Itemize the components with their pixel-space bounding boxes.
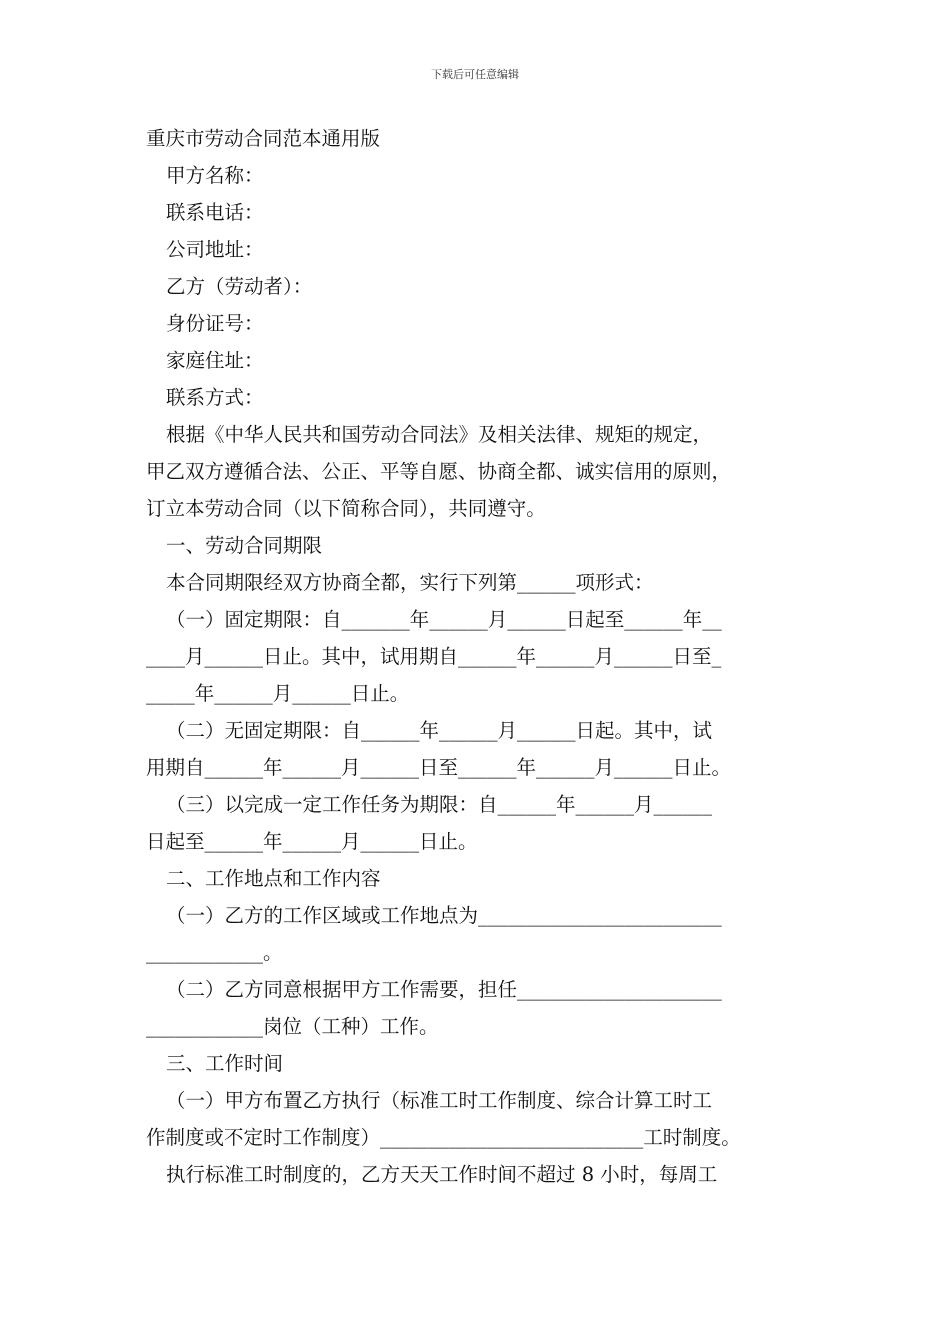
document-line: （二）乙方同意根据甲方工作需要，担任_____________________ <box>166 978 722 1001</box>
document-title: 重庆市劳动合同范本通用版 <box>146 127 381 150</box>
document-body <box>146 120 814 1193</box>
document-line: （三）以完成一定工作任务为期限：自______年______月______ <box>166 793 713 816</box>
document-line: ____________岗位（工种）工作。 <box>146 1015 439 1038</box>
document-line: ____月______日止。其中，试用期自______年______月______日至_ <box>146 645 722 668</box>
document-line: 日起至______年______月______日止。 <box>146 830 478 853</box>
document-line: （一）甲方布置乙方执行（标准工时工作制度、综合计算工时工 <box>166 1089 713 1112</box>
document-line: ____________。 <box>146 941 283 964</box>
document-line: 乙方（劳动者）： <box>166 275 313 298</box>
document-line: 身份证号： <box>166 312 264 335</box>
document-line: 根据《中华人民共和国劳动合同法》及相关法律、规矩的规定， <box>166 423 713 446</box>
document-line: _____年______月______日止。 <box>146 682 410 705</box>
document-line: 甲乙双方遵循合法、公正、平等自愿、协商全都、诚实信用的原则， <box>146 460 732 483</box>
document-line: 家庭住址： <box>166 349 264 372</box>
document-line: 一、劳动合同期限 <box>166 534 323 557</box>
document-line: 用期自______年______月______日至______年______月______日止。 <box>146 756 732 779</box>
document-line: 三、工作时间 <box>166 1052 284 1075</box>
document-line: （一）固定期限：自_______年______月______日起至______年__ <box>166 608 722 631</box>
page-header-note: 下载后可任意编辑 <box>431 68 519 81</box>
document-line: 联系方式： <box>166 386 264 409</box>
document-line: 联系电话： <box>166 201 264 224</box>
document-line: 本合同期限经双方协商全都，实行下列第______项形式： <box>166 571 654 594</box>
document-line: 订立本劳动合同（以下简称合同），共同遵守。 <box>146 497 546 520</box>
document-line: （二）无固定期限：自______年______月______日起。其中，试 <box>166 719 713 742</box>
document-line: 甲方名称： <box>166 164 264 187</box>
document-line: 二、工作地点和工作内容 <box>166 867 381 890</box>
document-line: （一）乙方的工作区域或工作地点为_________________________ <box>166 904 722 927</box>
document-line: 公司地址： <box>166 238 264 261</box>
document-line: 执行标准工时制度的，乙方天天工作时间不超过 8 小时，每周工 <box>166 1163 718 1186</box>
document-line: 作制度或不定时工作制度）___________________________工时制度。 <box>146 1126 741 1149</box>
